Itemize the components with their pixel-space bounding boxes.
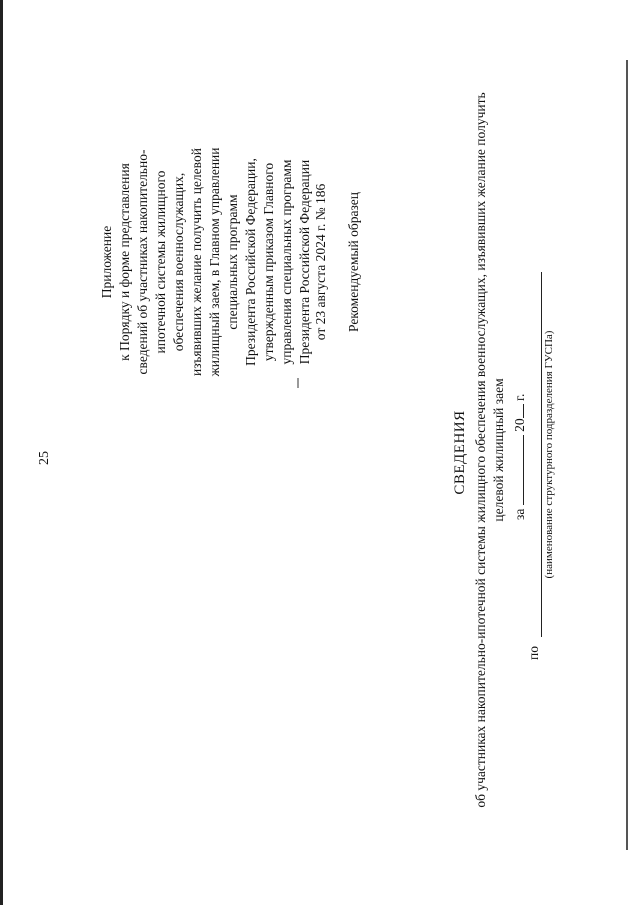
by-label: по [526, 646, 541, 660]
year-prefix: 20 [512, 418, 527, 432]
by-blank-line [541, 272, 542, 637]
appendix-line: Президента Российской Федерации [297, 159, 312, 365]
appendix-line: к Порядку и форме представления [117, 163, 132, 361]
appendix-line: управления специальных программ [279, 159, 294, 365]
appendix-line: жилищный заем, в Главном управлении [207, 147, 222, 377]
period-blank [511, 435, 524, 505]
appendix-line: ипотечной системы жилищного [153, 170, 168, 354]
order-date: от 23 августа 2024 г. № 186 [313, 183, 328, 341]
form-title: СВЕДЕНИЯ [452, 410, 468, 495]
appendix-line: сведений об участниках накопительно- [135, 149, 150, 375]
appendix-line: утвержденным приказом Главного [261, 162, 276, 362]
appendix-line: обеспечения военнослужащих, [171, 172, 186, 352]
appendix-line: Президента Российской Федерации, [243, 158, 258, 366]
appendix-line: специальных программ [225, 194, 240, 330]
period-prefix: за [512, 508, 527, 520]
appendix-block [98, 112, 314, 412]
year-suffix: г. [512, 393, 527, 402]
year-blank [511, 404, 524, 418]
by-caption: (наименование структурного подразделения ГУСПа) [543, 330, 555, 579]
period-row [511, 394, 528, 520]
appendix-line: изъявивших желание получить целевой [189, 148, 204, 376]
sample-label: Рекомендуемый образец [346, 192, 361, 333]
appendix-line: Приложение [99, 225, 114, 299]
page-number: 25 [37, 451, 52, 465]
form-subtitle: об участниках накопительно-ипотечной системы жилищного обеспечения военнослужащих, изъявивших желание получить целевой жилищный заем [473, 92, 506, 808]
